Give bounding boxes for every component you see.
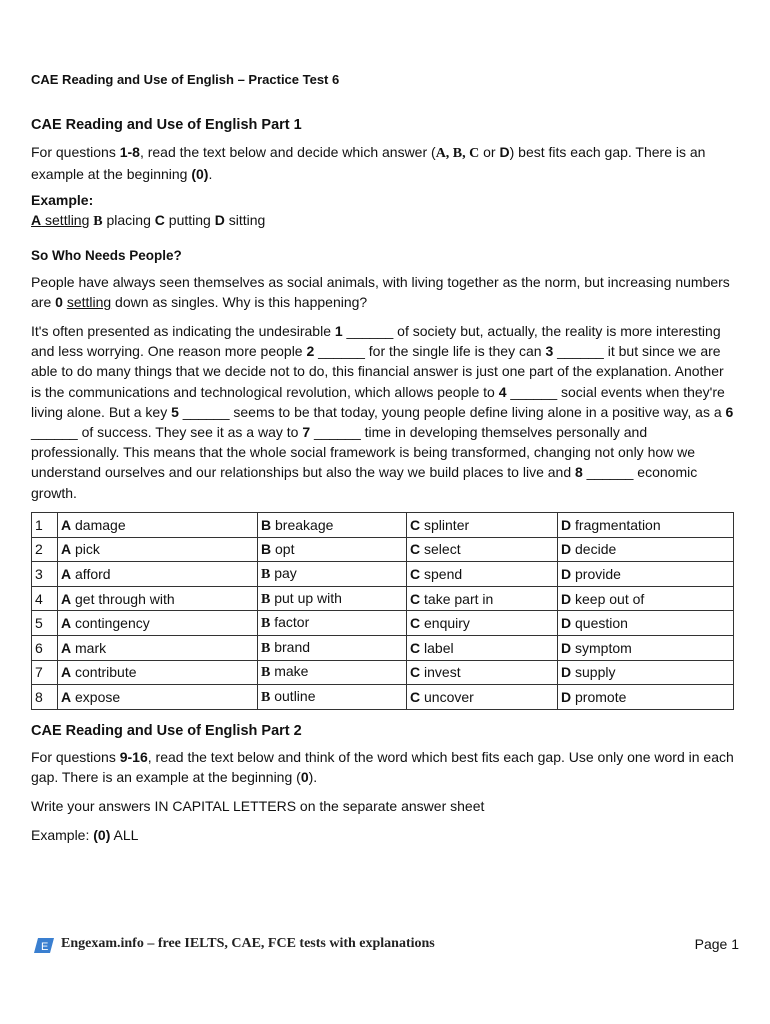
option-letter: D xyxy=(561,590,572,607)
option-letter: D xyxy=(561,516,572,533)
options-cell xyxy=(407,660,558,685)
options-cell xyxy=(32,611,58,636)
options-table xyxy=(31,512,734,710)
option-c: label xyxy=(424,639,454,656)
options-cell xyxy=(258,635,407,660)
option-letter: C xyxy=(410,615,421,632)
options-cell xyxy=(258,586,407,611)
option-number: 6 xyxy=(35,639,43,656)
options-cell xyxy=(58,685,258,710)
option-letter: A xyxy=(61,615,72,632)
option-letter: C xyxy=(410,565,421,582)
options-cell xyxy=(32,660,58,685)
option-a: damage xyxy=(75,516,126,533)
option-letter: C xyxy=(410,541,421,558)
option-letter: B xyxy=(261,640,271,656)
part1-title: CAE Reading and Use of English Part 1 xyxy=(31,117,302,133)
options-cell xyxy=(32,562,58,587)
option-b: put up with xyxy=(274,589,342,606)
options-cell xyxy=(407,586,558,611)
option-a: expose xyxy=(75,688,121,705)
option-letter: B xyxy=(261,591,271,607)
option-d: symptom xyxy=(575,639,632,656)
part2-example: Example: (0) ALL xyxy=(31,827,139,843)
part2-title: CAE Reading and Use of English Part 2 xyxy=(31,723,302,739)
option-b: opt xyxy=(275,541,295,558)
option-c: select xyxy=(424,541,461,558)
option-d: decide xyxy=(575,541,617,558)
options-row xyxy=(32,685,734,710)
option-a: contingency xyxy=(75,615,150,632)
option-a: afford xyxy=(75,565,111,582)
example-block xyxy=(31,190,737,232)
option-c: spend xyxy=(424,565,463,582)
option-d: provide xyxy=(575,565,621,582)
part2-instructions: For questions 9-16, read the text below and think of the word which best fits each gap. Use only one word in each gap. There is an example at the beginning (0). xyxy=(31,749,734,786)
option-letter: D xyxy=(561,565,572,582)
option-c: enquiry xyxy=(424,615,470,632)
options-cell xyxy=(258,537,407,562)
options-cell xyxy=(407,635,558,660)
footer-site-text: Engexam.info – free IELTS, CAE, FCE tests with explanations xyxy=(61,936,435,951)
option-number: 1 xyxy=(35,516,43,533)
option-b: pay xyxy=(274,564,297,581)
options-cell xyxy=(258,660,407,685)
options-cell xyxy=(58,513,258,538)
option-c: invest xyxy=(424,664,461,681)
option-number: 2 xyxy=(35,541,43,558)
option-number: 4 xyxy=(35,590,43,607)
option-b: breakage xyxy=(275,516,334,533)
option-letter: A xyxy=(61,541,72,558)
option-a: get through with xyxy=(75,590,175,607)
option-letter: B xyxy=(261,665,271,681)
options-cell xyxy=(558,635,734,660)
options-cell xyxy=(58,562,258,587)
option-letter: D xyxy=(561,541,572,558)
options-cell xyxy=(558,685,734,710)
options-cell xyxy=(258,513,407,538)
option-d: supply xyxy=(575,664,616,681)
option-c: uncover xyxy=(424,688,474,705)
options-cell xyxy=(558,513,734,538)
passage-paragraph-2: It's often presented as indicating the undesirable 1 ______ of society but, actually, the reality is more interesting and less worrying. One reason more people 2 ______ for the single life is they can 3 ______ it but since we are able to do many things that we decide not to do, this financial answer is just one part of the explanation. Another is the communications and technological revolution, which allows people to 4 ______ social events when they're living alone. But a key 5 ______ seems to be that today, young people define living alone in a positive way, as a 6 ______ of success. They see it as a way to 7 ______ time in developing themselves personally and professionally. This means that the whole social framework is being transformed, changing not only how we understand ourselves and our relationships but also the way we build places to live and 8 ______ economic growth. xyxy=(31,323,734,501)
option-letter: B xyxy=(261,566,271,582)
option-a: contribute xyxy=(75,664,137,681)
options-row xyxy=(32,660,734,685)
options-cell xyxy=(558,537,734,562)
options-cell xyxy=(32,513,58,538)
option-letter: A xyxy=(61,565,72,582)
option-letter: A xyxy=(61,516,72,533)
option-letter: D xyxy=(561,639,572,656)
option-d: keep out of xyxy=(575,590,645,607)
option-b: brand xyxy=(274,638,311,655)
option-letter: C xyxy=(410,590,421,607)
engexam-logo-icon xyxy=(34,938,54,953)
options-row xyxy=(32,635,734,660)
option-letter: C xyxy=(410,639,421,656)
options-cell xyxy=(32,586,58,611)
option-letter: A xyxy=(61,590,72,607)
part2-write-instruction: Write your answers IN CAPITAL LETTERS on the separate answer sheet xyxy=(31,798,485,814)
option-number: 8 xyxy=(35,688,43,705)
options-row xyxy=(32,611,734,636)
example-options: A settling B placing C putting D sitting xyxy=(31,212,266,230)
option-letter: C xyxy=(410,688,421,705)
option-b: make xyxy=(274,663,309,680)
option-letter: A xyxy=(61,664,72,681)
document-header: CAE Reading and Use of English – Practice Test 6 xyxy=(31,72,340,87)
options-cell xyxy=(32,635,58,660)
options-row xyxy=(32,586,734,611)
option-d: question xyxy=(575,615,628,632)
options-cell xyxy=(58,660,258,685)
options-cell xyxy=(558,660,734,685)
option-letter: B xyxy=(261,541,272,558)
option-d: promote xyxy=(575,688,627,705)
options-row xyxy=(32,537,734,562)
option-letter: B xyxy=(261,689,271,705)
option-letter: D xyxy=(561,688,572,705)
options-row xyxy=(32,513,734,538)
option-b: outline xyxy=(274,687,316,704)
options-cell xyxy=(407,611,558,636)
options-cell xyxy=(258,611,407,636)
option-letter: C xyxy=(410,516,421,533)
option-letter: A xyxy=(61,639,72,656)
passage-paragraph-1: People have always seen themselves as social animals, with living together as the norm, but increasing numbers are 0 settling down as singles. Why is this happening? xyxy=(31,274,730,311)
options-cell xyxy=(407,537,558,562)
option-letter: C xyxy=(410,664,421,681)
option-b: factor xyxy=(274,614,310,631)
options-row xyxy=(32,562,734,587)
options-cell xyxy=(32,685,58,710)
passage-title: So Who Needs People? xyxy=(31,248,182,263)
options-cell xyxy=(58,635,258,660)
options-cell xyxy=(558,611,734,636)
options-cell xyxy=(32,537,58,562)
options-cell xyxy=(58,537,258,562)
option-number: 3 xyxy=(35,565,43,582)
option-letter: B xyxy=(261,516,272,533)
option-letter: D xyxy=(561,615,572,632)
option-letter: D xyxy=(561,664,572,681)
options-cell xyxy=(258,685,407,710)
option-number: 7 xyxy=(35,664,43,681)
option-letter: A xyxy=(61,688,72,705)
page-footer xyxy=(31,936,739,956)
example-label: Example: xyxy=(31,192,94,208)
option-c: take part in xyxy=(424,590,494,607)
options-cell xyxy=(407,513,558,538)
option-c: splinter xyxy=(424,516,470,533)
page-number: Page 1 xyxy=(694,936,739,952)
option-a: pick xyxy=(75,541,100,558)
options-cell xyxy=(407,562,558,587)
options-cell xyxy=(58,611,258,636)
option-d: fragmentation xyxy=(575,516,661,533)
option-letter: B xyxy=(261,616,271,632)
options-cell xyxy=(558,562,734,587)
option-a: mark xyxy=(75,639,107,656)
part1-instructions: For questions 1-8, read the text below and decide which answer (A, B, C or D) best fits each gap. There is an example at the beginning (0). xyxy=(31,144,706,183)
options-cell xyxy=(558,586,734,611)
options-cell xyxy=(407,685,558,710)
options-cell xyxy=(258,562,407,587)
svg-text:E: E xyxy=(41,941,49,953)
options-cell xyxy=(58,586,258,611)
option-number: 5 xyxy=(35,615,43,632)
